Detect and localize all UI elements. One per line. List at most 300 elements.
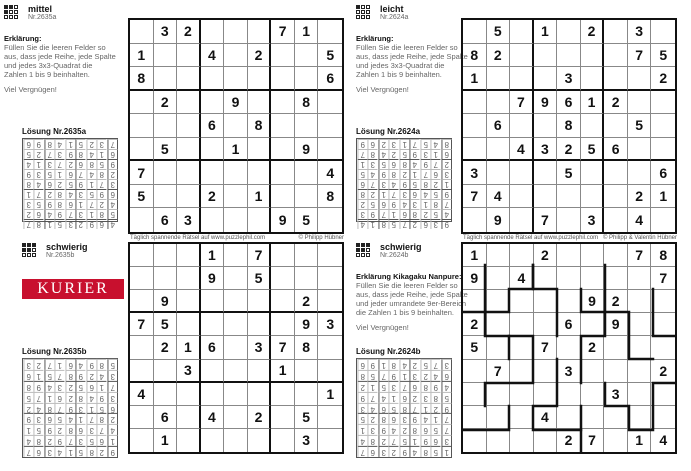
empty-cell[interactable]	[628, 336, 652, 359]
empty-cell[interactable]	[534, 185, 558, 209]
given-digit-cell[interactable]: 5	[463, 336, 487, 359]
given-digit-cell[interactable]: 6	[487, 114, 511, 138]
given-digit-cell[interactable]: 3	[604, 383, 628, 406]
given-digit-cell[interactable]: 3	[557, 360, 581, 383]
given-digit-cell[interactable]: 2	[651, 360, 675, 383]
empty-cell[interactable]	[463, 383, 487, 406]
empty-cell[interactable]	[534, 44, 558, 68]
empty-cell[interactable]	[154, 383, 178, 406]
given-digit-cell[interactable]: 4	[659, 432, 668, 449]
empty-cell[interactable]	[224, 429, 248, 452]
given-digit-cell[interactable]: 1	[318, 383, 342, 406]
empty-cell[interactable]	[248, 290, 272, 313]
empty-cell[interactable]	[581, 67, 605, 91]
empty-cell[interactable]	[154, 161, 178, 185]
empty-cell[interactable]	[224, 267, 248, 290]
empty-cell[interactable]	[510, 244, 534, 267]
empty-cell[interactable]	[651, 138, 675, 162]
empty-cell[interactable]	[557, 406, 581, 429]
empty-cell[interactable]	[604, 429, 628, 452]
given-digit-cell[interactable]: 9	[201, 267, 225, 290]
empty-cell[interactable]	[487, 290, 511, 313]
empty-cell[interactable]	[534, 161, 558, 185]
given-digit-cell[interactable]: 9	[295, 138, 319, 162]
empty-cell[interactable]	[130, 208, 154, 232]
empty-cell[interactable]	[318, 290, 342, 313]
empty-cell[interactable]	[581, 267, 605, 290]
empty-cell[interactable]	[177, 244, 201, 267]
empty-cell[interactable]	[628, 383, 652, 406]
empty-cell[interactable]	[557, 383, 581, 406]
given-digit-cell[interactable]: 2	[651, 67, 675, 91]
empty-cell[interactable]	[651, 20, 675, 44]
empty-cell[interactable]	[154, 67, 178, 91]
given-digit-cell[interactable]: 5	[557, 161, 581, 185]
given-digit-cell[interactable]: 3	[463, 161, 487, 185]
empty-cell[interactable]	[177, 91, 201, 115]
empty-cell[interactable]	[534, 67, 558, 91]
empty-cell[interactable]	[463, 406, 487, 429]
given-digit-cell[interactable]: 2	[248, 406, 272, 429]
empty-cell[interactable]	[154, 244, 178, 267]
empty-cell[interactable]	[463, 208, 487, 232]
empty-cell[interactable]	[557, 185, 581, 209]
empty-cell[interactable]	[201, 429, 225, 452]
given-digit-cell[interactable]: 3	[534, 138, 558, 162]
given-digit-cell[interactable]: 2	[201, 185, 225, 209]
given-digit-cell[interactable]: 8	[318, 185, 342, 209]
given-digit-cell[interactable]: 6	[201, 336, 225, 359]
empty-cell[interactable]	[224, 185, 248, 209]
empty-cell[interactable]	[651, 208, 675, 232]
empty-cell[interactable]	[177, 44, 201, 68]
empty-cell[interactable]	[581, 383, 605, 406]
given-digit-cell[interactable]: 1	[248, 185, 272, 209]
empty-cell[interactable]	[604, 67, 628, 91]
given-digit-cell[interactable]: 3	[154, 20, 178, 44]
empty-cell[interactable]	[557, 208, 581, 232]
given-digit-cell[interactable]: 1	[130, 44, 154, 68]
empty-cell[interactable]	[651, 91, 675, 115]
empty-cell[interactable]	[295, 114, 319, 138]
given-digit-cell[interactable]: 8	[557, 114, 581, 138]
given-digit-cell[interactable]: 9	[224, 91, 248, 115]
empty-cell[interactable]	[130, 244, 154, 267]
empty-cell[interactable]	[510, 161, 534, 185]
given-digit-cell[interactable]: 5	[154, 313, 178, 336]
empty-cell[interactable]	[177, 185, 201, 209]
empty-cell[interactable]	[201, 383, 225, 406]
empty-cell[interactable]	[154, 267, 178, 290]
given-digit-cell[interactable]: 3	[248, 336, 272, 359]
given-digit-cell[interactable]: 5	[628, 114, 652, 138]
empty-cell[interactable]	[463, 20, 487, 44]
empty-cell[interactable]	[295, 360, 319, 383]
empty-cell[interactable]	[604, 114, 628, 138]
empty-cell[interactable]	[271, 290, 295, 313]
empty-cell[interactable]	[224, 20, 248, 44]
given-digit-cell[interactable]: 1	[463, 244, 487, 267]
empty-cell[interactable]	[177, 67, 201, 91]
empty-cell[interactable]	[510, 429, 534, 452]
empty-cell[interactable]	[201, 290, 225, 313]
given-digit-cell[interactable]: 9	[271, 208, 295, 232]
empty-cell[interactable]	[130, 114, 154, 138]
given-digit-cell[interactable]: 2	[604, 91, 628, 115]
empty-cell[interactable]	[177, 138, 201, 162]
empty-cell[interactable]	[201, 161, 225, 185]
empty-cell[interactable]	[557, 267, 581, 290]
given-digit-cell[interactable]: 8	[463, 44, 487, 68]
empty-cell[interactable]	[295, 383, 319, 406]
empty-cell[interactable]	[557, 20, 581, 44]
empty-cell[interactable]	[604, 336, 628, 359]
empty-cell[interactable]	[130, 91, 154, 115]
empty-cell[interactable]	[154, 44, 178, 68]
empty-cell[interactable]	[487, 383, 511, 406]
empty-cell[interactable]	[318, 138, 342, 162]
empty-cell[interactable]	[651, 406, 675, 429]
empty-cell[interactable]	[201, 208, 225, 232]
empty-cell[interactable]	[604, 208, 628, 232]
empty-cell[interactable]	[224, 208, 248, 232]
empty-cell[interactable]	[510, 406, 534, 429]
empty-cell[interactable]	[271, 67, 295, 91]
empty-cell[interactable]	[224, 360, 248, 383]
given-digit-cell[interactable]: 3	[177, 208, 201, 232]
empty-cell[interactable]	[463, 138, 487, 162]
empty-cell[interactable]	[248, 208, 272, 232]
given-digit-cell[interactable]: 2	[581, 336, 605, 359]
empty-cell[interactable]	[295, 267, 319, 290]
empty-cell[interactable]	[651, 383, 675, 406]
empty-cell[interactable]	[628, 138, 652, 162]
empty-cell[interactable]	[318, 267, 342, 290]
given-digit-cell[interactable]: 1	[651, 185, 675, 209]
empty-cell[interactable]	[534, 313, 558, 336]
given-digit-cell[interactable]: 9	[463, 267, 487, 290]
empty-cell[interactable]	[651, 290, 675, 313]
given-digit-cell[interactable]: 7	[581, 429, 605, 452]
given-digit-cell[interactable]: 6	[557, 91, 581, 115]
empty-cell[interactable]	[487, 244, 511, 267]
empty-cell[interactable]	[177, 267, 201, 290]
empty-cell[interactable]	[248, 429, 272, 452]
given-digit-cell[interactable]: 1	[177, 336, 201, 359]
given-digit-cell[interactable]: 1	[581, 91, 605, 115]
given-digit-cell[interactable]: 2	[581, 20, 605, 44]
given-digit-cell[interactable]: 2	[534, 244, 558, 267]
empty-cell[interactable]	[557, 290, 581, 313]
empty-cell[interactable]	[487, 267, 511, 290]
empty-cell[interactable]	[271, 313, 295, 336]
empty-cell[interactable]	[271, 44, 295, 68]
given-digit-cell[interactable]: 7	[248, 244, 272, 267]
given-digit-cell[interactable]: 1	[271, 360, 295, 383]
empty-cell[interactable]	[628, 313, 652, 336]
given-digit-cell[interactable]: 3	[295, 429, 319, 452]
given-digit-cell[interactable]: 5	[295, 406, 319, 429]
empty-cell[interactable]	[271, 114, 295, 138]
empty-cell[interactable]	[248, 313, 272, 336]
given-digit-cell[interactable]: 8	[295, 91, 319, 115]
given-digit-cell[interactable]: 5	[651, 44, 675, 68]
empty-cell[interactable]	[463, 360, 487, 383]
given-digit-cell[interactable]: 3	[177, 360, 201, 383]
given-digit-cell[interactable]: 8	[130, 67, 154, 91]
sudoku-grid-a[interactable]	[128, 18, 344, 234]
given-digit-cell[interactable]: 4	[534, 406, 558, 429]
empty-cell[interactable]	[604, 406, 628, 429]
empty-cell[interactable]	[295, 67, 319, 91]
given-digit-cell[interactable]: 8	[248, 114, 272, 138]
sudoku-grid-c[interactable]	[128, 242, 344, 454]
sudoku-grid-b[interactable]	[461, 18, 677, 234]
empty-cell[interactable]	[201, 138, 225, 162]
empty-cell[interactable]	[581, 161, 605, 185]
empty-cell[interactable]	[510, 185, 534, 209]
empty-cell[interactable]	[224, 114, 248, 138]
given-digit-cell[interactable]: 9	[604, 313, 628, 336]
given-digit-cell[interactable]: 7	[534, 208, 558, 232]
empty-cell[interactable]	[318, 20, 342, 44]
empty-cell[interactable]	[628, 91, 652, 115]
empty-cell[interactable]	[154, 360, 178, 383]
given-digit-cell[interactable]: 3	[628, 20, 652, 44]
empty-cell[interactable]	[463, 290, 487, 313]
empty-cell[interactable]	[248, 161, 272, 185]
empty-cell[interactable]	[130, 406, 154, 429]
empty-cell[interactable]	[177, 290, 201, 313]
given-digit-cell[interactable]: 6	[318, 67, 342, 91]
empty-cell[interactable]	[628, 67, 652, 91]
empty-cell[interactable]	[581, 185, 605, 209]
given-digit-cell[interactable]: 4	[628, 208, 652, 232]
given-digit-cell[interactable]: 2	[487, 44, 511, 68]
given-digit-cell[interactable]: 2	[295, 290, 319, 313]
empty-cell[interactable]	[130, 290, 154, 313]
empty-cell[interactable]	[487, 406, 511, 429]
empty-cell[interactable]	[581, 313, 605, 336]
empty-cell[interactable]	[487, 91, 511, 115]
empty-cell[interactable]	[318, 336, 342, 359]
empty-cell[interactable]	[510, 290, 534, 313]
empty-cell[interactable]	[628, 360, 652, 383]
empty-cell[interactable]	[510, 67, 534, 91]
empty-cell[interactable]	[628, 161, 652, 185]
empty-cell[interactable]	[487, 336, 511, 359]
empty-cell[interactable]	[318, 244, 342, 267]
given-digit-cell[interactable]: 4	[318, 161, 342, 185]
given-digit-cell[interactable]: 4	[201, 44, 225, 68]
empty-cell[interactable]	[510, 336, 534, 359]
empty-cell[interactable]	[177, 406, 201, 429]
given-digit-cell[interactable]: 9	[295, 313, 319, 336]
given-digit-cell[interactable]: 3	[581, 208, 605, 232]
empty-cell[interactable]	[130, 20, 154, 44]
given-digit-cell[interactable]: 4	[510, 138, 534, 162]
given-digit-cell[interactable]: 7	[271, 336, 295, 359]
given-digit-cell[interactable]: 3	[318, 313, 342, 336]
empty-cell[interactable]	[130, 267, 154, 290]
given-digit-cell[interactable]: 5	[295, 208, 319, 232]
empty-cell[interactable]	[651, 313, 675, 336]
given-digit-cell[interactable]: 7	[534, 336, 558, 359]
empty-cell[interactable]	[318, 406, 342, 429]
given-digit-cell[interactable]: 9	[154, 290, 178, 313]
empty-cell[interactable]	[487, 161, 511, 185]
given-digit-cell[interactable]: 5	[487, 20, 511, 44]
empty-cell[interactable]	[534, 383, 558, 406]
given-digit-cell[interactable]: 1	[224, 138, 248, 162]
empty-cell[interactable]	[271, 91, 295, 115]
empty-cell[interactable]	[248, 91, 272, 115]
empty-cell[interactable]	[271, 138, 295, 162]
given-digit-cell[interactable]: 4	[130, 383, 154, 406]
given-digit-cell[interactable]: 9	[581, 290, 605, 313]
empty-cell[interactable]	[224, 336, 248, 359]
given-digit-cell[interactable]: 5	[248, 267, 272, 290]
empty-cell[interactable]	[581, 44, 605, 68]
empty-cell[interactable]	[463, 91, 487, 115]
empty-cell[interactable]	[628, 267, 652, 290]
given-digit-cell[interactable]: 5	[154, 138, 178, 162]
given-digit-cell[interactable]: 1	[154, 429, 178, 452]
given-digit-cell[interactable]: 2	[628, 185, 652, 209]
empty-cell[interactable]	[154, 185, 178, 209]
given-digit-cell[interactable]: 1	[463, 67, 487, 91]
empty-cell[interactable]	[271, 429, 295, 452]
empty-cell[interactable]	[224, 406, 248, 429]
empty-cell[interactable]	[201, 91, 225, 115]
empty-cell[interactable]	[510, 44, 534, 68]
given-digit-cell[interactable]: 9	[534, 91, 558, 115]
empty-cell[interactable]	[271, 383, 295, 406]
given-digit-cell[interactable]: 5	[581, 138, 605, 162]
given-digit-cell[interactable]: 7	[130, 313, 154, 336]
empty-cell[interactable]	[581, 114, 605, 138]
empty-cell[interactable]	[248, 383, 272, 406]
empty-cell[interactable]	[487, 138, 511, 162]
given-digit-cell[interactable]: 1	[534, 20, 558, 44]
given-digit-cell[interactable]: 2	[248, 44, 272, 68]
given-digit-cell[interactable]: 2	[177, 20, 201, 44]
empty-cell[interactable]	[318, 429, 342, 452]
empty-cell[interactable]	[557, 244, 581, 267]
empty-cell[interactable]	[201, 313, 225, 336]
empty-cell[interactable]	[581, 360, 605, 383]
given-digit-cell[interactable]: 2	[463, 313, 487, 336]
given-digit-cell[interactable]: 7	[271, 20, 295, 44]
given-digit-cell[interactable]: 8	[295, 336, 319, 359]
given-digit-cell[interactable]: 7	[463, 185, 487, 209]
empty-cell[interactable]	[510, 360, 534, 383]
empty-cell[interactable]	[604, 20, 628, 44]
empty-cell[interactable]	[604, 161, 628, 185]
empty-cell[interactable]	[557, 336, 581, 359]
empty-cell[interactable]	[271, 185, 295, 209]
empty-cell[interactable]	[224, 313, 248, 336]
empty-cell[interactable]	[248, 20, 272, 44]
empty-cell[interactable]	[177, 429, 201, 452]
empty-cell[interactable]	[318, 91, 342, 115]
empty-cell[interactable]	[534, 429, 558, 452]
empty-cell[interactable]	[534, 114, 558, 138]
given-digit-cell[interactable]: 7	[130, 161, 154, 185]
given-digit-cell[interactable]: 1	[628, 429, 652, 452]
empty-cell[interactable]	[463, 114, 487, 138]
empty-cell[interactable]	[628, 406, 652, 429]
empty-cell[interactable]	[510, 114, 534, 138]
given-digit-cell[interactable]: 2	[557, 429, 581, 452]
given-digit-cell[interactable]: 2	[154, 336, 178, 359]
empty-cell[interactable]	[224, 244, 248, 267]
empty-cell[interactable]	[224, 161, 248, 185]
empty-cell[interactable]	[295, 244, 319, 267]
given-digit-cell[interactable]: 6	[201, 114, 225, 138]
given-digit-cell[interactable]: 5	[130, 185, 154, 209]
given-digit-cell[interactable]: 6	[604, 138, 628, 162]
empty-cell[interactable]	[534, 290, 558, 313]
given-digit-cell[interactable]: 6	[651, 161, 675, 185]
given-digit-cell[interactable]: 1	[295, 20, 319, 44]
given-digit-cell[interactable]: 7	[487, 360, 511, 383]
given-digit-cell[interactable]: 7	[628, 244, 652, 267]
empty-cell[interactable]	[130, 360, 154, 383]
empty-cell[interactable]	[177, 161, 201, 185]
given-digit-cell[interactable]: 8	[651, 244, 675, 267]
empty-cell[interactable]	[487, 67, 511, 91]
given-digit-cell[interactable]: 7	[651, 267, 675, 290]
empty-cell[interactable]	[201, 67, 225, 91]
empty-cell[interactable]	[295, 185, 319, 209]
empty-cell[interactable]	[295, 161, 319, 185]
given-digit-cell[interactable]: 3	[557, 67, 581, 91]
given-digit-cell[interactable]: 2	[154, 91, 178, 115]
empty-cell[interactable]	[557, 44, 581, 68]
given-digit-cell[interactable]: 5	[318, 44, 342, 68]
empty-cell[interactable]	[130, 429, 154, 452]
given-digit-cell[interactable]: 6	[154, 406, 178, 429]
given-digit-cell[interactable]: 7	[628, 44, 652, 68]
empty-cell[interactable]	[248, 67, 272, 91]
kikagaku-nanpure-grid[interactable]	[461, 242, 677, 454]
empty-cell[interactable]	[318, 208, 342, 232]
empty-cell[interactable]	[271, 161, 295, 185]
empty-cell[interactable]	[224, 44, 248, 68]
empty-cell[interactable]	[318, 114, 342, 138]
empty-cell[interactable]	[318, 360, 342, 383]
empty-cell[interactable]	[154, 114, 178, 138]
given-digit-cell[interactable]: 4	[201, 406, 225, 429]
given-digit-cell[interactable]: 9	[487, 208, 511, 232]
empty-cell[interactable]	[201, 360, 225, 383]
empty-cell[interactable]	[271, 244, 295, 267]
empty-cell[interactable]	[604, 44, 628, 68]
empty-cell[interactable]	[628, 290, 652, 313]
given-digit-cell[interactable]: 6	[154, 208, 178, 232]
empty-cell[interactable]	[463, 429, 487, 452]
empty-cell[interactable]	[177, 114, 201, 138]
empty-cell[interactable]	[224, 383, 248, 406]
empty-cell[interactable]	[271, 406, 295, 429]
empty-cell[interactable]	[177, 383, 201, 406]
given-digit-cell[interactable]: 6	[557, 313, 581, 336]
given-digit-cell[interactable]: 2	[604, 290, 628, 313]
empty-cell[interactable]	[604, 360, 628, 383]
given-digit-cell[interactable]: 4	[487, 185, 511, 209]
empty-cell[interactable]	[510, 208, 534, 232]
